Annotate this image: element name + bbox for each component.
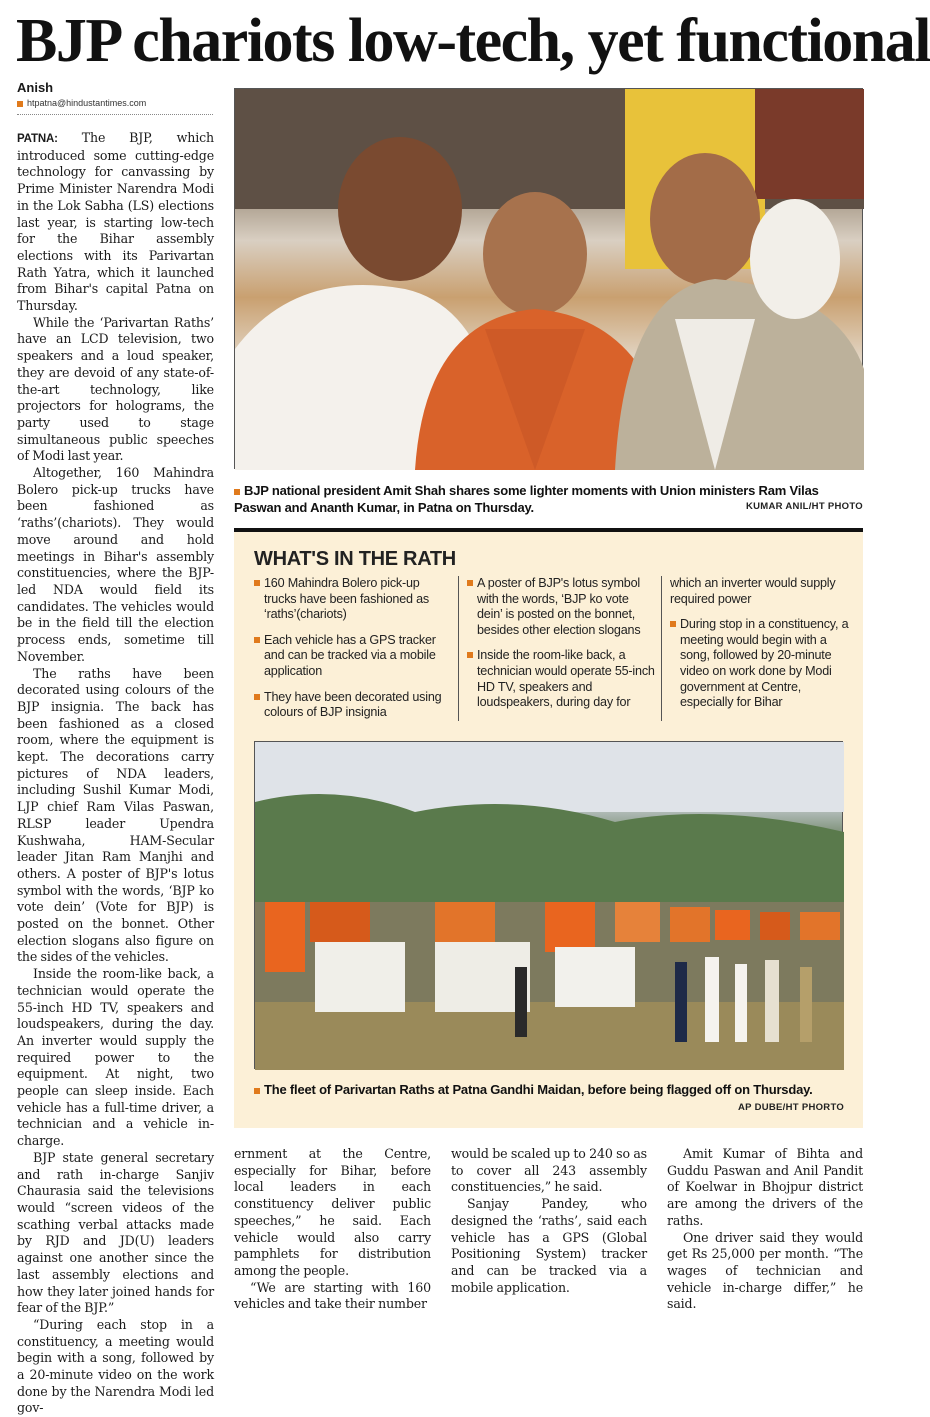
- article-paragraph: ernment at the Centre, especially for Bihar, before local leaders in each constituency deliver public speeches,” he said. Each vehicle would also carry pamphlets for distribution among the people.: [234, 1146, 431, 1278]
- infobox-column-1: [254, 576, 442, 731]
- article-paragraph: Amit Kumar of Bihta and Guddu Paswan and Anil Pandit of Koelwar in Bhojpur district are among the drivers of the raths.: [667, 1146, 863, 1228]
- infobox-bullet: During stop in a constituency, a meeting would begin with a song, followed by 20-minute video on work done by Modi government at Centre, especially for Bihar: [670, 617, 853, 711]
- article-column-left: [17, 130, 214, 1417]
- article-column-bottom-2: [451, 1146, 647, 1296]
- article-paragraph: One driver said they would get Rs 25,000 per month. “The wages of technician and vehicle in-charge differ,” he said.: [667, 1229, 863, 1312]
- fleet-photo-illustration: [255, 742, 844, 1070]
- article-paragraph: Altogether, 160 Mahindra Bolero pick-up trucks have been fashioned as ‘raths’(chariots). They would move around and hold meetings in Bihar's assembly constituencies, where the BJP-led NDA would field its candidates. The vehicles would be in the field till the election process ends, sometime till November.: [17, 465, 214, 664]
- infobox-continuation: which an inverter would supply required power: [670, 576, 836, 606]
- bullet-square-icon: [467, 652, 473, 658]
- infobox-title: WHAT'S IN THE RATH: [254, 548, 456, 570]
- caption-text: BJP national president Amit Shah shares some lighter moments with Union ministers Ram Vilas Paswan and Ananth Kumar, in Patna on Thursday.: [234, 483, 819, 515]
- bullet-square-icon: [467, 580, 473, 586]
- infobox-column-3: [661, 576, 853, 721]
- article-column-bottom-1: [234, 1146, 431, 1313]
- article-paragraph: While the ‘Parivartan Raths’ have an LCD television, two speakers and a loud speaker, they are devoid of any state-of-the-art technology, like projectors for holograms, the party used to stage simultaneous public speeches of Modi last year.: [17, 314, 214, 464]
- fleet-photo: [254, 741, 843, 1069]
- byline-email[interactable]: htpatna@hindustantimes.com: [27, 98, 147, 108]
- article-column-bottom-3: [667, 1146, 863, 1313]
- headline: BJP chariots low-tech, yet functional: [16, 7, 930, 75]
- bullet-square-icon: [254, 580, 260, 586]
- leaders-photo-illustration: [235, 89, 864, 470]
- infobox-bullet: A poster of BJP's lotus symbol with the words, ‘BJP ko vote dein’ is posted on the bonnet, besides other election slogans: [467, 576, 656, 638]
- article-paragraph: “We are starting with 160 vehicles and take their number: [234, 1279, 431, 1312]
- infobox-bullet: Each vehicle has a GPS tracker and can be tracked via a mobile application: [254, 633, 442, 680]
- dateline: PATNA:: [17, 133, 58, 145]
- bullet-square-icon: [17, 101, 23, 107]
- photo-caption: [254, 1081, 843, 1098]
- bullet-square-icon: [254, 637, 260, 643]
- infobox-bullet: Inside the room-like back, a technician would operate 55-inch HD TV, speakers and loudspeakers, during day for: [467, 648, 656, 710]
- article-paragraph: The raths have been decorated using colours of the BJP insignia. The back has been fashioned as a closed room, where the equipment is kept. The decorations carry pictures of NDA leaders, including Sushil Kumar Modi, LJP chief Ram Vilas Paswan, RLSP leader Upendra Kushwaha, HAM-Secular leader Jitan Ram Manjhi and others. A poster of BJP's lotus symbol with the words, ‘BJP ko vote dein’ (Vote for BJP) is posted on the bonnet. Other election slogans also figure on the sides of the vehicles.: [17, 665, 214, 965]
- infobox-column-2: [458, 576, 656, 721]
- article-paragraph: “During each stop in a constituency, a meeting would begin with a song, followed by a 20-minute video on the work done by the Narendra Modi led gov-: [17, 1316, 214, 1416]
- article-paragraph: Inside the room-like back, a technician would operate the 55-inch HD TV, speakers and loudspeakers, during the day. An inverter would supply the required power to the equipment. At night, two people can sleep inside. Each vehicle has a full-time driver, a technician and a vehicle in-charge.: [17, 966, 214, 1149]
- byline: [17, 80, 213, 115]
- leaders-photo: [234, 88, 863, 469]
- bullet-square-icon: [254, 1088, 260, 1094]
- byline-email-row: [17, 96, 213, 114]
- article-paragraph: Sanjay Pandey, who designed the ‘raths’, said each vehicle has a GPS (Global Positioning System) tracker and can be tracked via a mobile application.: [451, 1196, 647, 1295]
- article-paragraph: BJP state general secretary and rath in-charge Sanjiv Chaurasia said the televisions would “screen videos of the scathing verbal attacks made by RJD and JD(U) leaders against one another since the last assembly elections and how they later joined hands for fear of the BJP.”: [17, 1149, 214, 1316]
- article-paragraph: would be scaled up to 240 so as to cover all 243 assembly constituencies,” he said.: [451, 1146, 647, 1195]
- photo-credit: KUMAR ANIL/HT PHOTO: [745, 501, 863, 512]
- article-paragraph: PATNA: The BJP, which introduced some cutting-edge technology for canvassing by Prime Minister Narendra Modi in the Lok Sabha (LS) elections last year, is starting low-tech for the Bihar assembly elections with its Parivartan Rath Yatra, which it launched from Bihar's capital Patna on Thursday.: [17, 130, 214, 314]
- bullet-square-icon: [670, 621, 676, 627]
- infobox-bullet: They have been decorated using colours of BJP insignia: [254, 690, 442, 721]
- bullet-square-icon: [254, 694, 260, 700]
- photo-credit: AP DUBE/HT PHORTO: [738, 1102, 845, 1113]
- byline-author: Anish: [17, 80, 54, 95]
- infobox-bullet: 160 Mahindra Bolero pick-up trucks have been fashioned as ‘raths’(chariots): [254, 576, 442, 623]
- caption-text: The fleet of Parivartan Raths at Patna Gandhi Maidan, before being flagged off on Thursday.: [264, 1082, 813, 1097]
- bullet-square-icon: [234, 489, 240, 495]
